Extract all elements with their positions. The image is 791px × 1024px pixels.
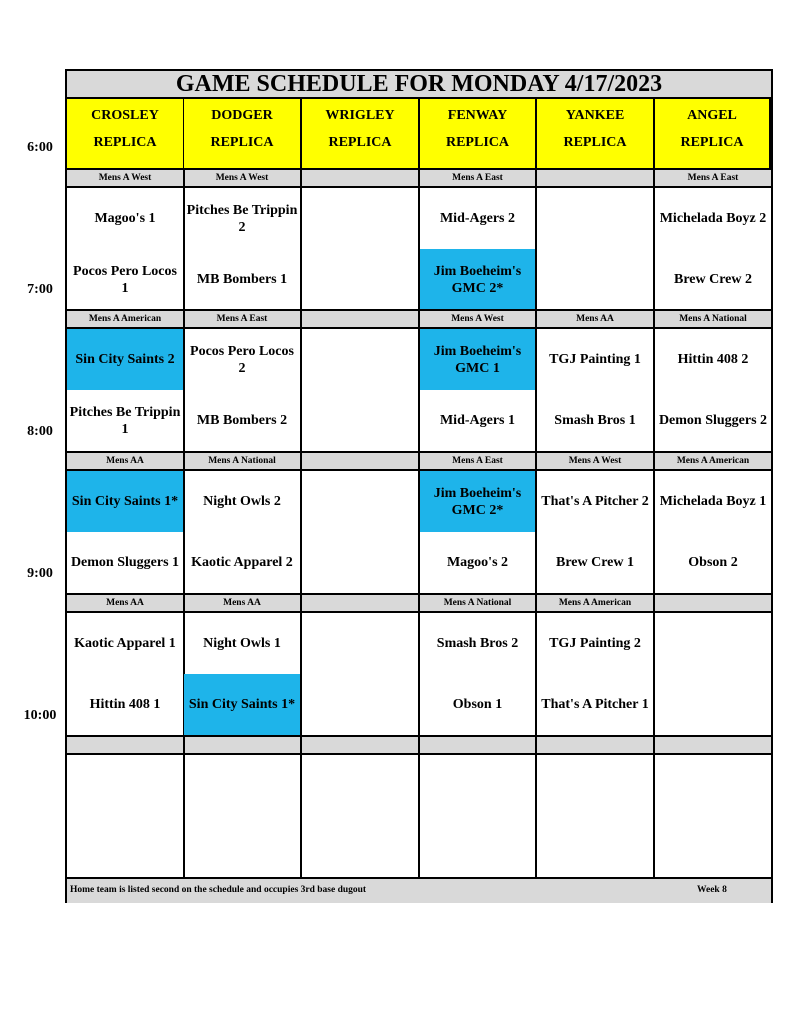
week-label: Week 8 <box>697 885 727 895</box>
time-label: 10:00 <box>23 708 57 723</box>
game-team-cell <box>302 249 420 310</box>
game-team-cell: Kaotic Apparel 1 <box>67 613 185 674</box>
ballpark-name: DODGER <box>211 108 273 123</box>
game-team-cell: Obson 1 <box>420 674 537 735</box>
game-team-cell <box>537 188 655 249</box>
ballpark-name: WRIGLEY <box>325 108 395 123</box>
game-team-cell: Sin City Saints 2 <box>67 329 185 390</box>
game-team-cell: Brew Crew 1 <box>537 532 655 593</box>
division-label <box>302 595 420 611</box>
division-label: Mens A American <box>676 456 750 466</box>
division-label <box>302 170 420 186</box>
division-label: Mens AA <box>67 453 185 469</box>
division-label: Mens AA <box>184 595 302 611</box>
division-label <box>184 737 302 753</box>
division-label: Mens A West <box>537 453 655 469</box>
ballpark-name: ANGEL <box>687 108 737 123</box>
game-team-cell: MB Bombers 1 <box>184 249 302 310</box>
game-team-cell: Hittin 408 1 <box>67 674 185 735</box>
game-team-cell <box>302 755 420 816</box>
division-label: Mens A West <box>420 311 537 327</box>
division-label <box>302 737 420 753</box>
game-team-cell: Magoo's 1 <box>67 188 185 249</box>
game-team-cell: Demon Sluggers 2 <box>658 413 768 428</box>
schedule-sheet <box>65 69 773 903</box>
division-label <box>302 311 420 327</box>
time-slot-block <box>67 188 771 310</box>
division-label: Mens A West <box>67 170 185 186</box>
game-team-cell: Pocos Pero Locos 1 <box>67 249 185 310</box>
game-team-cell <box>537 249 655 310</box>
game-team-cell <box>302 188 420 249</box>
game-team-cell: Magoo's 2 <box>420 532 537 593</box>
ballpark-subtitle: REPLICA <box>93 135 157 150</box>
division-label: Mens AA <box>67 595 185 611</box>
footer-bar <box>67 877 771 903</box>
division-label: Mens A East <box>687 173 739 183</box>
game-team-cell <box>67 755 185 816</box>
time-label: 7:00 <box>27 282 53 297</box>
game-team-cell: Pitches Be Trippin 2 <box>184 188 302 249</box>
ballpark-subtitle: REPLICA <box>445 135 509 150</box>
schedule-title: GAME SCHEDULE FOR MONDAY 4/17/2023 <box>67 71 771 99</box>
time-label: 8:00 <box>27 424 53 439</box>
game-team-cell: Sin City Saints 1* <box>67 471 185 532</box>
game-team-cell: Jim Boeheim's GMC 2* <box>420 471 537 532</box>
division-label: Mens A East <box>420 453 537 469</box>
game-team-cell: TGJ Painting 2 <box>537 613 655 674</box>
game-team-cell: Night Owls 2 <box>184 471 302 532</box>
division-label <box>302 453 420 469</box>
ballpark-name: YANKEE <box>565 108 625 123</box>
division-label <box>420 737 537 753</box>
time-slot-block <box>67 755 771 877</box>
division-label <box>537 170 655 186</box>
game-team-cell: Pocos Pero Locos 2 <box>184 329 302 390</box>
ballpark-subtitle: REPLICA <box>680 135 744 150</box>
time-label: 9:00 <box>27 566 53 581</box>
division-label <box>67 737 185 753</box>
game-team-cell <box>537 816 655 877</box>
game-team-cell: Smash Bros 1 <box>537 390 655 451</box>
game-team-cell <box>655 613 771 674</box>
ballpark-header <box>302 99 420 168</box>
game-team-cell: Mid-Agers 2 <box>420 188 537 249</box>
division-band <box>67 451 771 471</box>
game-team-cell <box>302 674 420 735</box>
game-team-cell <box>302 329 420 390</box>
game-team-cell: Night Owls 1 <box>184 613 302 674</box>
game-team-cell <box>655 674 771 735</box>
game-team-cell <box>302 471 420 532</box>
division-label: Mens AA <box>537 311 655 327</box>
division-band <box>67 168 771 188</box>
division-label: Mens A American <box>537 595 655 611</box>
time-slot-block <box>67 471 771 593</box>
game-team-cell: Kaotic Apparel 2 <box>184 532 302 593</box>
game-team-cell <box>420 816 537 877</box>
game-team-cell <box>655 755 771 816</box>
game-team-cell <box>67 816 185 877</box>
home-team-note: Home team is listed second on the schedule and occupies 3rd base dugout <box>70 885 367 895</box>
game-team-cell <box>537 755 655 816</box>
division-label: Mens A East <box>184 311 302 327</box>
division-label: Mens A National <box>184 453 302 469</box>
time-slot-block <box>67 613 771 735</box>
division-label <box>537 737 655 753</box>
game-team-cell <box>302 816 420 877</box>
game-team-cell: Pitches Be Trippin 1 <box>67 390 185 451</box>
division-band <box>67 309 771 329</box>
game-team-cell: Michelada Boyz 2 <box>659 211 767 226</box>
game-team-cell: Jim Boeheim's GMC 1 <box>420 329 537 390</box>
division-label <box>655 595 771 611</box>
game-team-cell: That's A Pitcher 1 <box>537 674 655 735</box>
game-team-cell: Sin City Saints 1* <box>184 674 302 735</box>
ballpark-name: FENWAY <box>447 108 508 123</box>
game-team-cell <box>184 755 302 816</box>
division-label: Mens A East <box>420 170 537 186</box>
time-label: 6:00 <box>27 140 53 155</box>
game-team-cell: Smash Bros 2 <box>420 613 537 674</box>
division-label: Mens A National <box>420 595 537 611</box>
division-band <box>67 735 771 755</box>
ballpark-header <box>184 99 302 168</box>
ballpark-name: CROSLEY <box>91 108 159 123</box>
game-team-cell: MB Bombers 2 <box>184 390 302 451</box>
division-label: Mens A West <box>184 170 302 186</box>
game-team-cell: Brew Crew 2 <box>673 272 753 287</box>
game-team-cell <box>302 613 420 674</box>
ballpark-subtitle: REPLICA <box>563 135 627 150</box>
ballpark-header <box>420 99 537 168</box>
game-team-cell: Demon Sluggers 1 <box>67 532 185 593</box>
game-team-cell <box>655 816 771 877</box>
game-team-cell <box>302 390 420 451</box>
division-band <box>67 593 771 613</box>
game-team-cell: Michelada Boyz 1 <box>659 494 767 509</box>
division-label: Mens A American <box>67 311 185 327</box>
game-team-cell: Hittin 408 2 <box>677 352 749 367</box>
ballpark-header <box>537 99 655 168</box>
game-team-cell: Jim Boeheim's GMC 2* <box>420 249 537 310</box>
division-label: Mens A National <box>679 314 747 324</box>
ballpark-subtitle: REPLICA <box>210 135 274 150</box>
game-team-cell: That's A Pitcher 2 <box>537 471 655 532</box>
division-label <box>655 737 771 753</box>
game-team-cell <box>184 816 302 877</box>
game-team-cell: Obson 2 <box>688 555 738 570</box>
time-slot-block <box>67 329 771 451</box>
ballpark-header <box>655 99 771 168</box>
ballpark-subtitle: REPLICA <box>328 135 392 150</box>
game-team-cell <box>302 532 420 593</box>
ballpark-header <box>67 99 185 168</box>
game-team-cell: TGJ Painting 1 <box>537 329 655 390</box>
game-team-cell <box>420 755 537 816</box>
game-team-cell: Mid-Agers 1 <box>420 390 537 451</box>
